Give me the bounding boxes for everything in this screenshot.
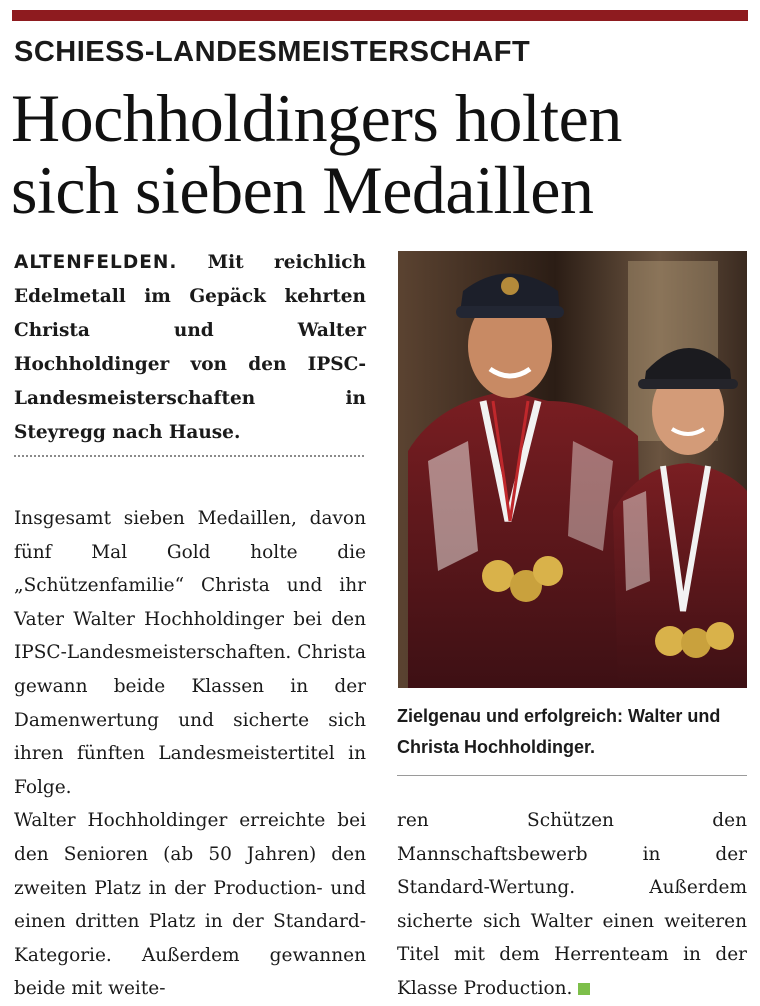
lead-text: Mit reichlich Edelmetall im Gepäck kehrten Christa und Walter Hochholdinger von den IPSC-Landesmeisterschaften in Steyregg nach Hause.: [14, 252, 366, 443]
top-accent-bar: [12, 10, 748, 21]
dotted-divider: [14, 455, 364, 457]
body-paragraph-1: Insgesamt sieben Medaillen, davon fünf Mal Gold holte die „Schützenfamilie“ Christa und ihr Vater Walter Hochholdinger bei den IPSC-Landesmeisterschaften. Christa gewann beide Klassen in der Damenwertung und sicherte sich ihren fünften Landesmeistertitel in Folge.: [14, 508, 366, 798]
dateline: ALTENFELDEN.: [14, 252, 178, 273]
headline-line-1: Hochholdingers holten: [11, 80, 622, 156]
caption-divider: [397, 775, 747, 776]
headline-line-2: sich sieben Medaillen: [11, 152, 594, 228]
article-photo: [398, 251, 747, 688]
article-lead: [14, 246, 366, 450]
body-paragraph-2-part-2: [397, 804, 747, 1006]
photo-caption: Zielgenau und erfolgreich: Walter und Christa Hochholdinger.: [397, 706, 721, 757]
article-headline: [11, 82, 751, 226]
article-kicker: SCHIESS-LANDESMEISTERSCHAFT: [14, 36, 531, 68]
green-square-end-icon: [578, 983, 590, 995]
photo-illustration: [398, 251, 747, 688]
body-paragraph-2-part-1: Walter Hochholdinger erreichte bei den Senioren (ab 50 Jahren) den zweiten Platz in der Production- und einen dritten Platz in der Standard-Kategorie. Außerdem gewannen beide mit weite-: [14, 810, 366, 1000]
article-body-column-left: [14, 502, 366, 1006]
article-body-column-right: [397, 804, 747, 1006]
body-paragraph-2-part-2-text: ren Schützen den Mannschaftsbewerb in der Standard-Wertung. Außerdem sicherte sich Walter einen weiteren Titel mit dem Herrenteam in der Klasse Production.: [397, 810, 747, 999]
